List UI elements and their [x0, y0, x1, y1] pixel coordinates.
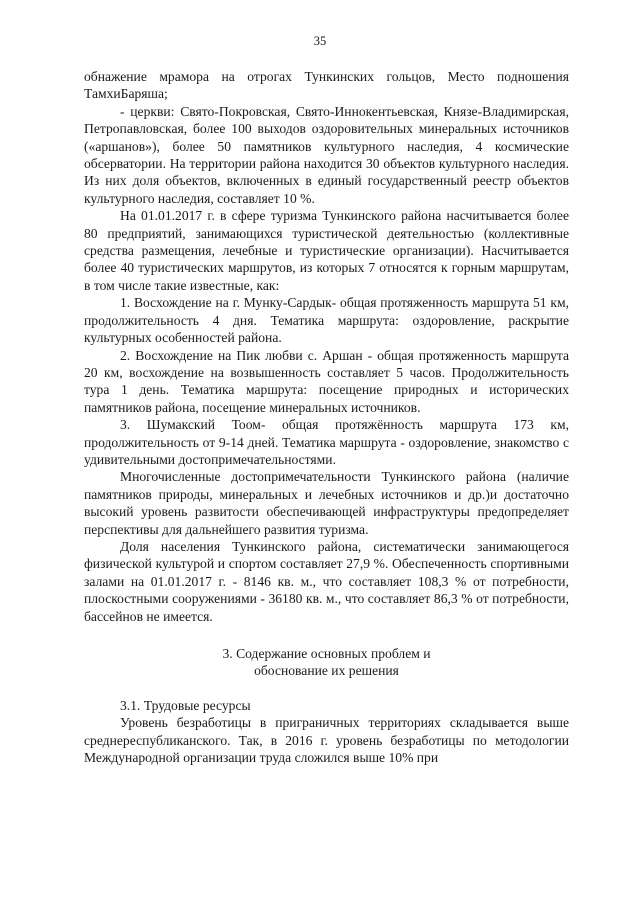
section-heading-line-1: 3. Содержание основных проблем и	[222, 646, 431, 661]
paragraph-sport: Доля населения Тункинского района, систематически занимающегося физической культурой и спортом составляет 27,9 %. Обеспеченность спортивными залами на 01.01.2017 г. - 8146 кв. м., что составляет 108,3 % от потребности, плоскостными сооружениями - 36180 кв. м., что составляет 86,3 % от потребности, бассейнов не имеется.	[84, 538, 569, 624]
document-body	[84, 68, 569, 766]
list-item-route-1: 1. Восхождение на г. Мунку-Сардык- общая протяженность маршрута 51 км, продолжительность 4 дня. Тематика маршрута: оздоровление, раскрытие культурных особенностей района.	[84, 295, 569, 346]
paragraph-attractions: Многочисленные достопримечательности Тункинского района (наличие памятников природы, минеральных и лечебных источников и др.)и достаточно высокий уровень развитости обеспечивающей инфраструктуры предопределяет перспективы для дальнейшего развития туризма.	[84, 469, 569, 537]
spacer	[84, 680, 569, 697]
paragraph-unemployment: Уровень безработицы в приграничных территориях складывается выше среднереспубликанского. Так, в 2016 г. уровень безработицы по методологии Международной организации труда сложился выше 10% при	[84, 715, 569, 766]
list-item-route-3: 3. Шумакский Тоом- общая протяжённость маршрута 173 км, продолжительность от 9-14 дней. Тематика маршрута - оздоровление, знакомство с удивительными достопримечательностями.	[84, 417, 569, 467]
paragraph-churches: - церкви: Свято-Покровская, Свято-Иннокентьевская, Князе-Владимирская, Петропавловская, более 100 выходов оздоровительных минеральных источников («аршанов»), более 50 памятников культурного наследия, 4 космические обсерватории. На территории района находится 30 объектов культурного наследия. Из них доля объектов, включенных в единый государственный реестр объектов культурного наследия, составляет 10 %.	[84, 103, 569, 206]
section-heading-line-2: обоснование их решения	[254, 663, 399, 679]
paragraph-tourism: На 01.01.2017 г. в сфере туризма Тункинского района насчитывается более 80 предприятий, занимающихся туристической деятельностью (коллективные средства размещения, лечебные и туристические организации). Насчитывается более 40 туристических маршрутов, из которых 7 относятся к горным маршрутам, в том числе такие известные, как:	[84, 208, 569, 293]
spacer	[84, 625, 569, 645]
list-item-route-2: 2. Восхождение на Пик любви с. Аршан - общая протяженность маршрута 20 км, восхождение на возвышенность составляет 5 часов. Продолжительность тура 1 день. Тематика маршрута: посещение природных и исторических памятников района, посещение минеральных источников.	[84, 347, 569, 415]
subsection-title: 3.1. Трудовые ресурсы	[120, 697, 251, 713]
paragraph-continuation: обнажение мрамора на отрогах Тункинских гольцов, Место подношения ТамхиБаряша;	[84, 69, 569, 102]
page-number: 35	[313, 34, 327, 48]
